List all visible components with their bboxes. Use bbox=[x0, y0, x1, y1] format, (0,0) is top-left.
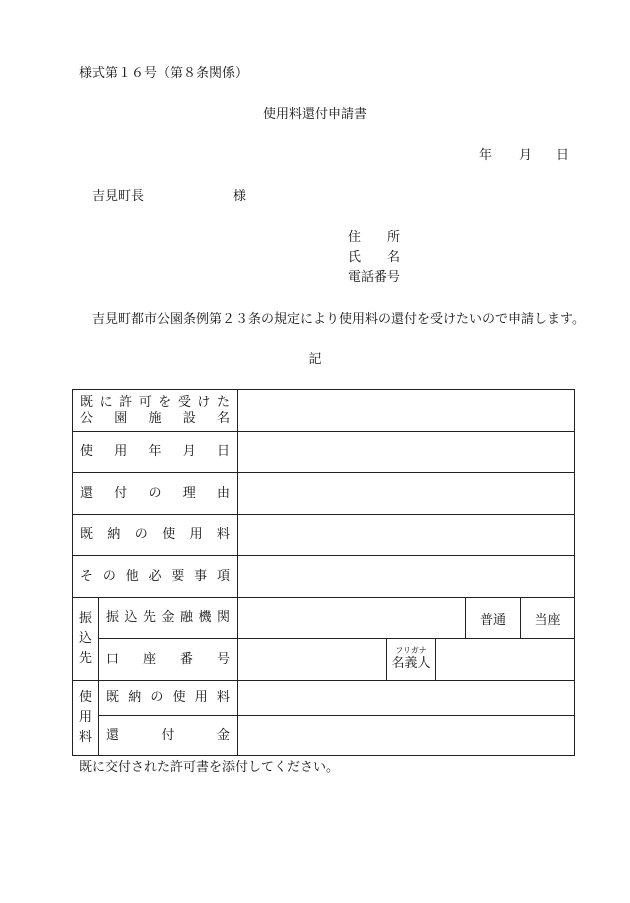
other-matters-label: その他必要事項 bbox=[73, 556, 238, 598]
application-table bbox=[72, 389, 575, 756]
account-holder-label: フリガナ 名義人 bbox=[387, 639, 436, 681]
table-row bbox=[73, 681, 575, 716]
paid-fee-value[interactable] bbox=[238, 515, 575, 556]
form-number: 様式第１６号（第８条関係） bbox=[79, 66, 249, 81]
refund-reason-value[interactable] bbox=[238, 473, 575, 515]
account-number-value[interactable] bbox=[238, 639, 387, 681]
date-month-label: 月 bbox=[519, 148, 533, 163]
refund-reason-label: 還付の理由 bbox=[73, 473, 238, 515]
paid-fee-label: 既納の使用料 bbox=[73, 515, 238, 556]
table-row bbox=[73, 390, 575, 432]
ki-heading: 記 bbox=[308, 352, 322, 367]
applicant-address-label: 住所 bbox=[348, 230, 400, 245]
futsu-option[interactable]: 普通 bbox=[466, 598, 521, 639]
date-year-label: 年 bbox=[479, 148, 493, 163]
fee-paid-label: 既納の使用料 bbox=[99, 681, 238, 716]
applicant-name-label: 氏名 bbox=[348, 250, 400, 265]
honorific: 様 bbox=[233, 189, 247, 204]
date-day-label: 日 bbox=[556, 148, 570, 163]
bank-label: 振込先金融機関 bbox=[99, 598, 238, 639]
other-matters-value[interactable] bbox=[238, 556, 575, 598]
bank-value[interactable] bbox=[238, 598, 466, 639]
table-row bbox=[73, 598, 575, 639]
fee-group-label: 使 用 料 bbox=[73, 681, 99, 756]
usage-date-label: 使用年月日 bbox=[73, 432, 238, 473]
usage-date-value[interactable] bbox=[238, 432, 575, 473]
account-number-label: 口座番号 bbox=[99, 639, 238, 681]
refund-amount-value[interactable] bbox=[238, 716, 575, 756]
refund-amount-label: 還付金 bbox=[99, 716, 238, 756]
table-row bbox=[73, 473, 575, 515]
touza-option[interactable]: 当座 bbox=[521, 598, 575, 639]
document-title: 使用料還付申請書 bbox=[262, 107, 367, 122]
table-row bbox=[73, 716, 575, 756]
facility-name-label: 既に許可を受けた 公園施設名 bbox=[73, 390, 238, 432]
applicant-phone-label: 電話番号 bbox=[348, 270, 401, 285]
transfer-group-label: 振 込 先 bbox=[73, 598, 99, 681]
table-row bbox=[73, 515, 575, 556]
attachment-note: 既に交付された許可書を添付してください。 bbox=[79, 760, 340, 775]
table-row bbox=[73, 556, 575, 598]
fee-paid-value[interactable] bbox=[238, 681, 575, 716]
account-holder-value[interactable] bbox=[436, 639, 575, 681]
table-row bbox=[73, 639, 575, 681]
facility-name-value[interactable] bbox=[238, 390, 575, 432]
request-statement: 吉見町都市公園条例第２３条の規定により使用料の還付を受けたいので申請します。 bbox=[92, 312, 585, 327]
table-row bbox=[73, 432, 575, 473]
addressee: 吉見町長 bbox=[92, 189, 145, 204]
